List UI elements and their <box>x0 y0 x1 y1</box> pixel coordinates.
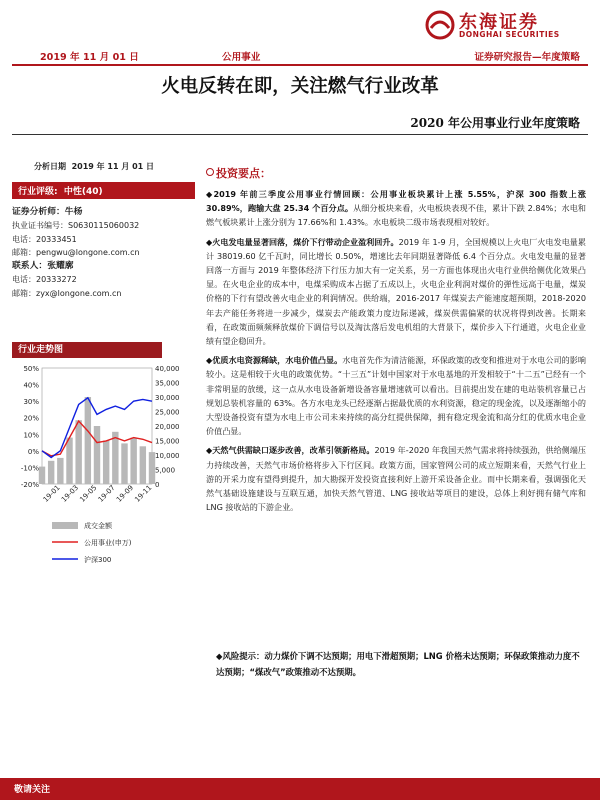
y-left-tick-label: 50% <box>23 365 39 373</box>
y-right-tick-label: 25,000 <box>155 408 180 417</box>
x-tick-label: 19-07 <box>96 483 117 504</box>
volume-bar <box>39 467 45 484</box>
header-report-type: 证券研究报告—年度策略 <box>474 52 580 63</box>
volume-bar <box>103 441 109 485</box>
points-heading: 投资要点： <box>206 165 586 181</box>
y-right-tick-label: 5,000 <box>155 466 176 475</box>
volume-bar <box>121 443 127 484</box>
volume-bar <box>140 446 146 484</box>
volume-bar <box>66 438 72 484</box>
brand-logo <box>425 8 585 42</box>
volume-bar <box>112 432 118 484</box>
circle-icon <box>206 168 214 176</box>
trend-chart-svg <box>12 362 197 582</box>
industry-rating: 行业评级: 中性(40) <box>12 182 195 199</box>
y-right-tick-label: 20,000 <box>155 423 180 431</box>
trend-section-head: 行业走势图 <box>12 342 162 358</box>
analyst-email[interactable]: 邮箱：pengwu@longone.com.cn <box>12 248 140 257</box>
legend-industry-label: 公用事业(申万) <box>84 539 132 547</box>
y-left-tick-label: 0% <box>27 447 39 456</box>
volume-bar <box>48 461 54 484</box>
risk-warning: ◆风险提示：动力煤价下调不达预期；用电下滑超预期；LNG 价格未达预期；环保政策推动力度不达预期；“煤改气”政策推动不达预期。 <box>216 651 580 677</box>
report-subtitle: 2020 年公用事业行业年度策略 <box>410 116 580 130</box>
analysis-date: 分析日期 2019 年 11 月 01 日 <box>34 162 155 171</box>
point-2: ◆火电发电量显著回落，煤价下行带动企业盈利回升。2019 年 1-9 月，全国规模以上火电厂火电发电量累计 38019.60 亿千瓦时，同比增长 0.50%，增速比去年同期显著降低 6.4 个百分点。火电发电量的显著回落一方面与 2019 年整体经济下行压力加大有一定关系，另一方面也体现出火电行业供给侧优化效果凸显。在火电企业的成本中，电煤采购成本占据了五成以上，火电企业利润对煤价的弹性远高于电量，煤炭价格的下行有望改善火电企业的利润情况。供给端，2016-2017 年煤炭去产能速度超预期，2018-2020 年去产能任务将进一步减少，煤炭去产能政策力度边际递减，煤炭供需偏紧的状况将得到改善。长期来看，在政策面频频释放煤价下调信号以及淘汰落后发电机组的大背景下，煤价步入下行通道，火电企业业绩有望企稳回升。 <box>206 236 586 347</box>
legend-hs300-label: 沪深300 <box>84 556 112 564</box>
brand-name-cn: 东海证券 <box>459 12 539 33</box>
x-tick-label: 19-09 <box>115 483 136 504</box>
y-right-tick-label: 40,000 <box>155 365 180 373</box>
y-right-tick-label: 35,000 <box>155 379 180 388</box>
legend-volume-swatch <box>52 522 78 529</box>
header-date: 2019 年 11 月 01 日 <box>40 52 139 63</box>
brand-name-en: DONGHAI SECURITIES <box>459 30 560 39</box>
y-left-tick-label: 40% <box>23 381 39 390</box>
y-right-tick-label: 0 <box>155 481 160 489</box>
header-bar <box>12 46 588 64</box>
x-tick-label: 19-01 <box>41 483 62 504</box>
y-left-tick-label: 20% <box>23 414 39 423</box>
header-divider <box>12 64 588 66</box>
x-tick-label: 19-11 <box>133 483 154 504</box>
subtitle-divider <box>12 134 588 135</box>
point-4: ◆天然气供需缺口逐步改善，改革引领新格局。2019 年-2020 年我国天然气需求将持续强劲，供给侧端压力持续改善，天然气市场价格将步入下行区间。政策方面，国家管网公司的成立短期来看，天然气行业上游的开采力度有望得到提升，加大勘探开发投资直接利好上游开采设备企业。而中长期来看，强调强化天然气基础设施建设与互联互通，加快天然气管道、LNG 接收站等项目的建设，总体上利好拥有储气库和 LNG 接收站的下游企业。 <box>206 445 586 513</box>
y-right-tick-label: 15,000 <box>155 437 180 446</box>
x-tick-label: 19-03 <box>60 483 81 504</box>
contact-phone: 电话：20333272 <box>12 275 77 284</box>
y-left-tick-label: 10% <box>23 431 39 440</box>
analyst-cert: 执业证书编号：S0630115060032 <box>12 221 140 230</box>
volume-bar <box>130 438 136 484</box>
volume-bar <box>149 452 155 484</box>
volume-bar <box>85 397 91 484</box>
logo-mark-icon <box>425 10 455 40</box>
left-sidebar <box>12 160 195 300</box>
y-left-tick-label: -20% <box>20 481 39 489</box>
contact-name: 联系人：张耀廓 <box>12 260 74 271</box>
trend-chart <box>12 362 197 582</box>
point-1: ◆2019 年前三季度公用事业行情回顾：公用事业板块累计上涨 5.55%，沪深 300 指数上涨 30.89%，跑输大盘 25.34 个百分点。从细分板块来看，火电板块表现不佳，累计下跌 2.84%；水电和燃气板块累计上涨分别为 17.66%和 1.43%。水电板块二级市场表现相对较好。 <box>206 189 586 228</box>
volume-bar <box>57 458 63 484</box>
investment-points <box>206 165 586 519</box>
report-title: 火电反转在即，关注燃气行业改革 <box>161 76 439 97</box>
y-right-tick-label: 10,000 <box>155 452 180 460</box>
y-right-tick-label: 30,000 <box>155 394 180 402</box>
legend-volume-label: 成交金额 <box>84 522 112 530</box>
point-3: ◆优质水电资源稀缺，水电价值凸显。水电首先作为清洁能源，环保政策的改变和推进对于水电公司的影响较小。这是相较于火电的政策优势。“十三五”计划中国家对于水电基地的开发相较于“十二五”已经有一个非常明显的放缓，这一点从水电设备新增设备容量增速就可以看出。目前提出发在建的电站装机容量已占规划总装机容量的 63%。各方水电龙头已经逐渐占据最优质的水利资源，稳定的现金流，以及逐渐缩小的大型设备投资有望为水电上市公司未来持续的高分红提供保障，拥有稳定现金流和高分红的优质水电企业价值凸显。 <box>206 355 586 437</box>
analyst-name: 证券分析师：牛杨 <box>12 206 83 217</box>
volume-bar <box>75 420 81 484</box>
volume-bar <box>94 426 100 484</box>
y-left-tick-label: -10% <box>20 464 39 473</box>
header-category: 公用事业 <box>222 52 261 63</box>
footer-bar <box>0 778 600 800</box>
contact-email[interactable]: 邮箱：zyx@longone.com.cn <box>12 288 122 298</box>
analyst-phone: 电话：20333451 <box>12 234 77 244</box>
y-left-tick-label: 30% <box>23 398 39 407</box>
x-tick-label: 19-05 <box>78 483 99 504</box>
footer-text: 敬请关注 <box>14 785 51 795</box>
